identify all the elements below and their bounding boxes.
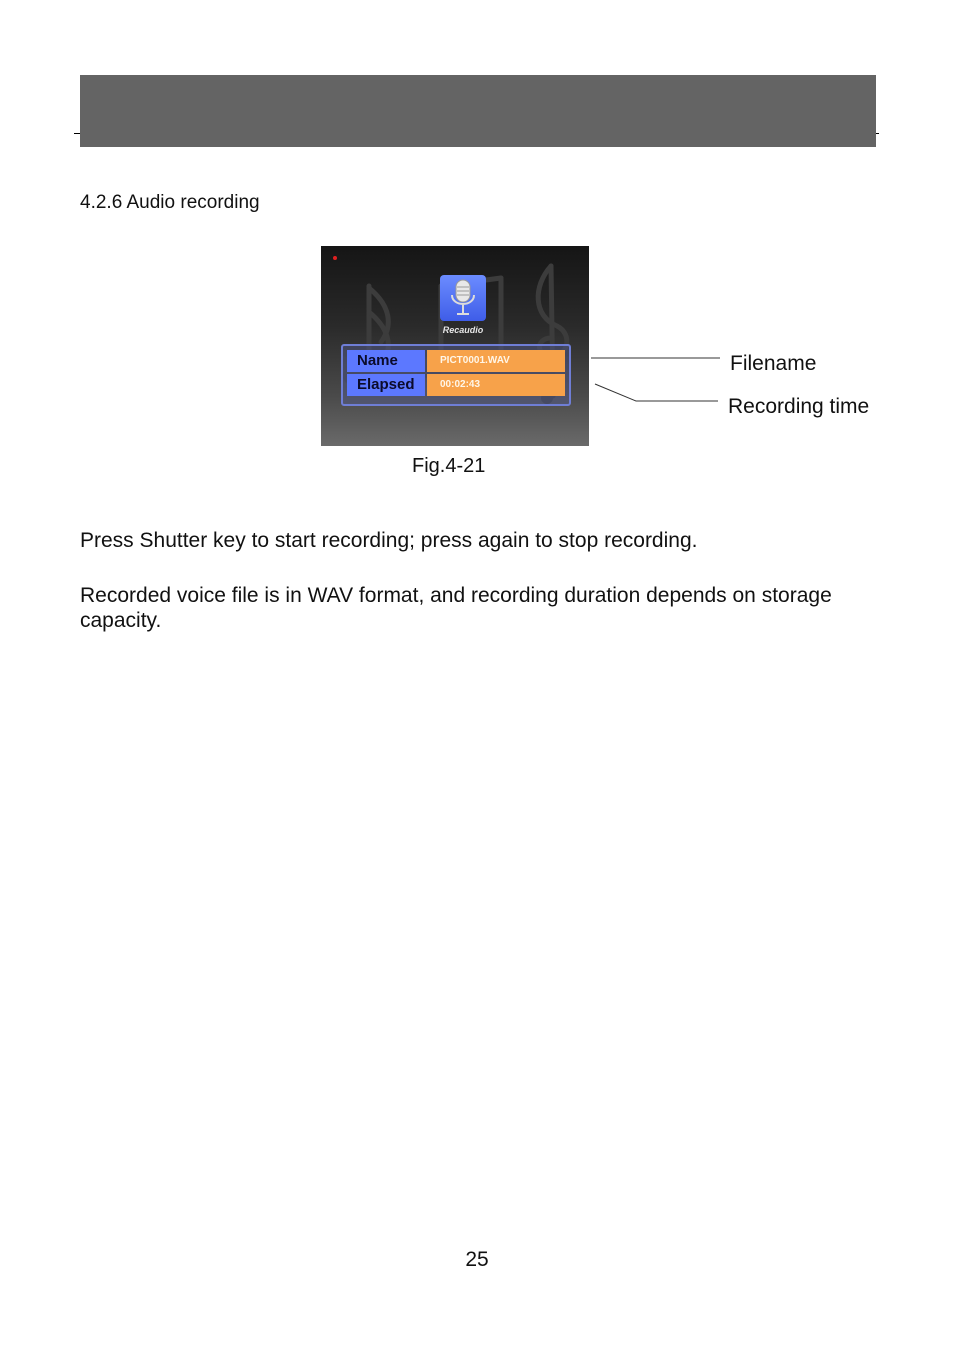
recording-time-callout-label: Recording time — [728, 395, 870, 418]
figure-caption: Fig.4-21 — [412, 455, 486, 477]
page-number: 25 — [465, 1248, 489, 1271]
elapsed-value: 00:02:43 — [427, 374, 565, 396]
body-paragraph-2: Recorded voice file is in WAV format, and recording duration depends on storage capacity. — [80, 584, 832, 632]
filename-value: PICT0001.WAV — [427, 350, 565, 372]
body-paragraph-1: Press Shutter key to start recording; press again to stop recording. — [80, 529, 698, 552]
mode-label: Recaudio — [442, 325, 484, 335]
elapsed-key: Elapsed — [347, 374, 425, 396]
recording-time-callout-line — [595, 384, 718, 401]
section-title: 4.2.6 Audio recording — [80, 192, 260, 213]
name-key: Name — [347, 350, 425, 372]
filename-callout-label: Filename — [730, 352, 817, 375]
